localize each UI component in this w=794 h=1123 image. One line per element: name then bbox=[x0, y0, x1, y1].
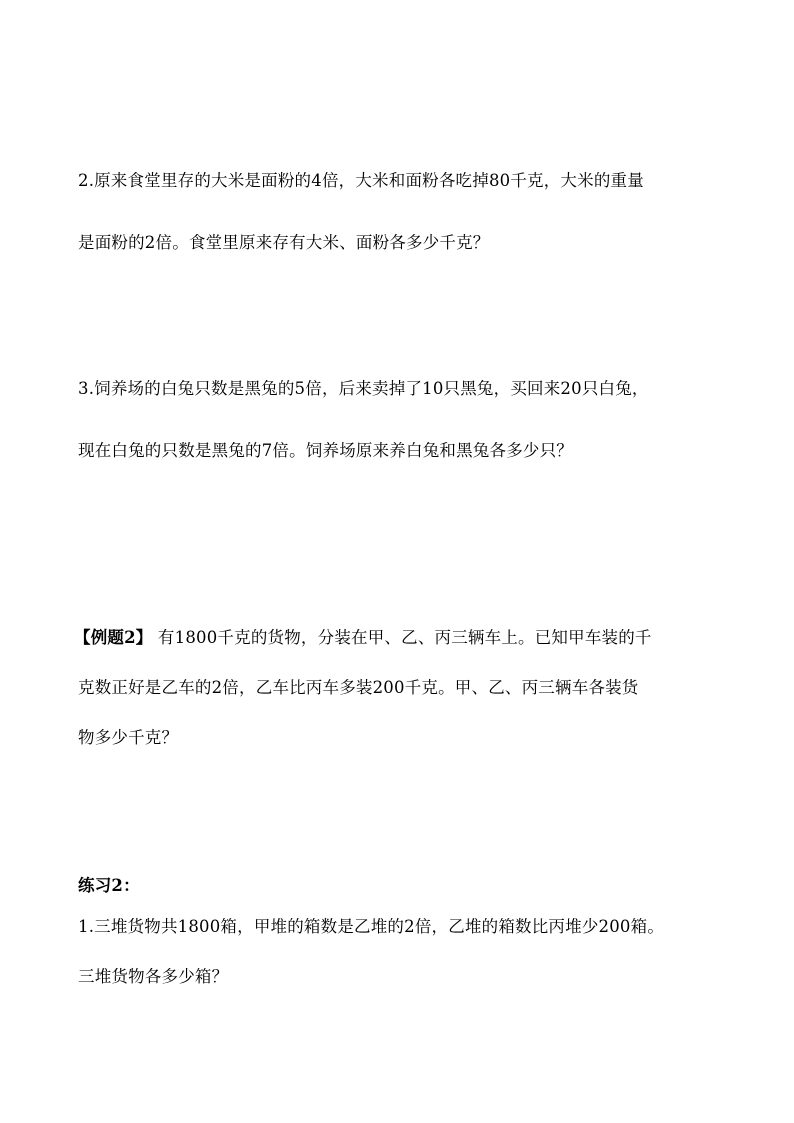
example-2-line-1 bbox=[74, 628, 734, 648]
problem-3-line-1: 3.饲养场的白兔只数是黑兔的5倍，后来卖掉了10只黑兔，买回来20只白兔， bbox=[78, 379, 649, 398]
example-2 bbox=[74, 628, 734, 748]
practice-2-item-1-line-1: 1.三堆货物共1800箱，甲堆的箱数是乙堆的2倍，乙堆的箱数比丙堆少200箱。 bbox=[78, 917, 665, 936]
problem-2-line-2: 是面粉的2倍。食堂里原来存有大米、面粉各多少千克？ bbox=[78, 233, 490, 252]
example-2-line-2: 克数正好是乙车的2倍，乙车比丙车多装200千克。甲、乙、丙三辆车各装货 bbox=[78, 678, 639, 697]
practice-2-heading: 练习2： bbox=[78, 876, 140, 895]
problem-3-line-2: 现在白兔的只数是黑兔的7倍。饲养场原来养白兔和黑兔各多少只？ bbox=[78, 441, 573, 460]
problem-2 bbox=[78, 171, 728, 253]
example-2-line-3: 物多少千克？ bbox=[78, 728, 179, 747]
practice-2 bbox=[78, 876, 728, 896]
practice-2-item-1 bbox=[78, 917, 728, 987]
practice-2-item-1-line-2: 三堆货物各多少箱？ bbox=[78, 967, 229, 986]
problem-3 bbox=[78, 379, 728, 461]
example-2-label: 【例题2】 bbox=[74, 628, 153, 647]
example-2-line-1-text: 有1800千克的货物，分装在甲、乙、丙三辆车上。已知甲车装的千 bbox=[152, 628, 652, 647]
problem-2-line-1: 2.原来食堂里存的大米是面粉的4倍，大米和面粉各吃掉80千克，大米的重量 bbox=[78, 171, 644, 190]
